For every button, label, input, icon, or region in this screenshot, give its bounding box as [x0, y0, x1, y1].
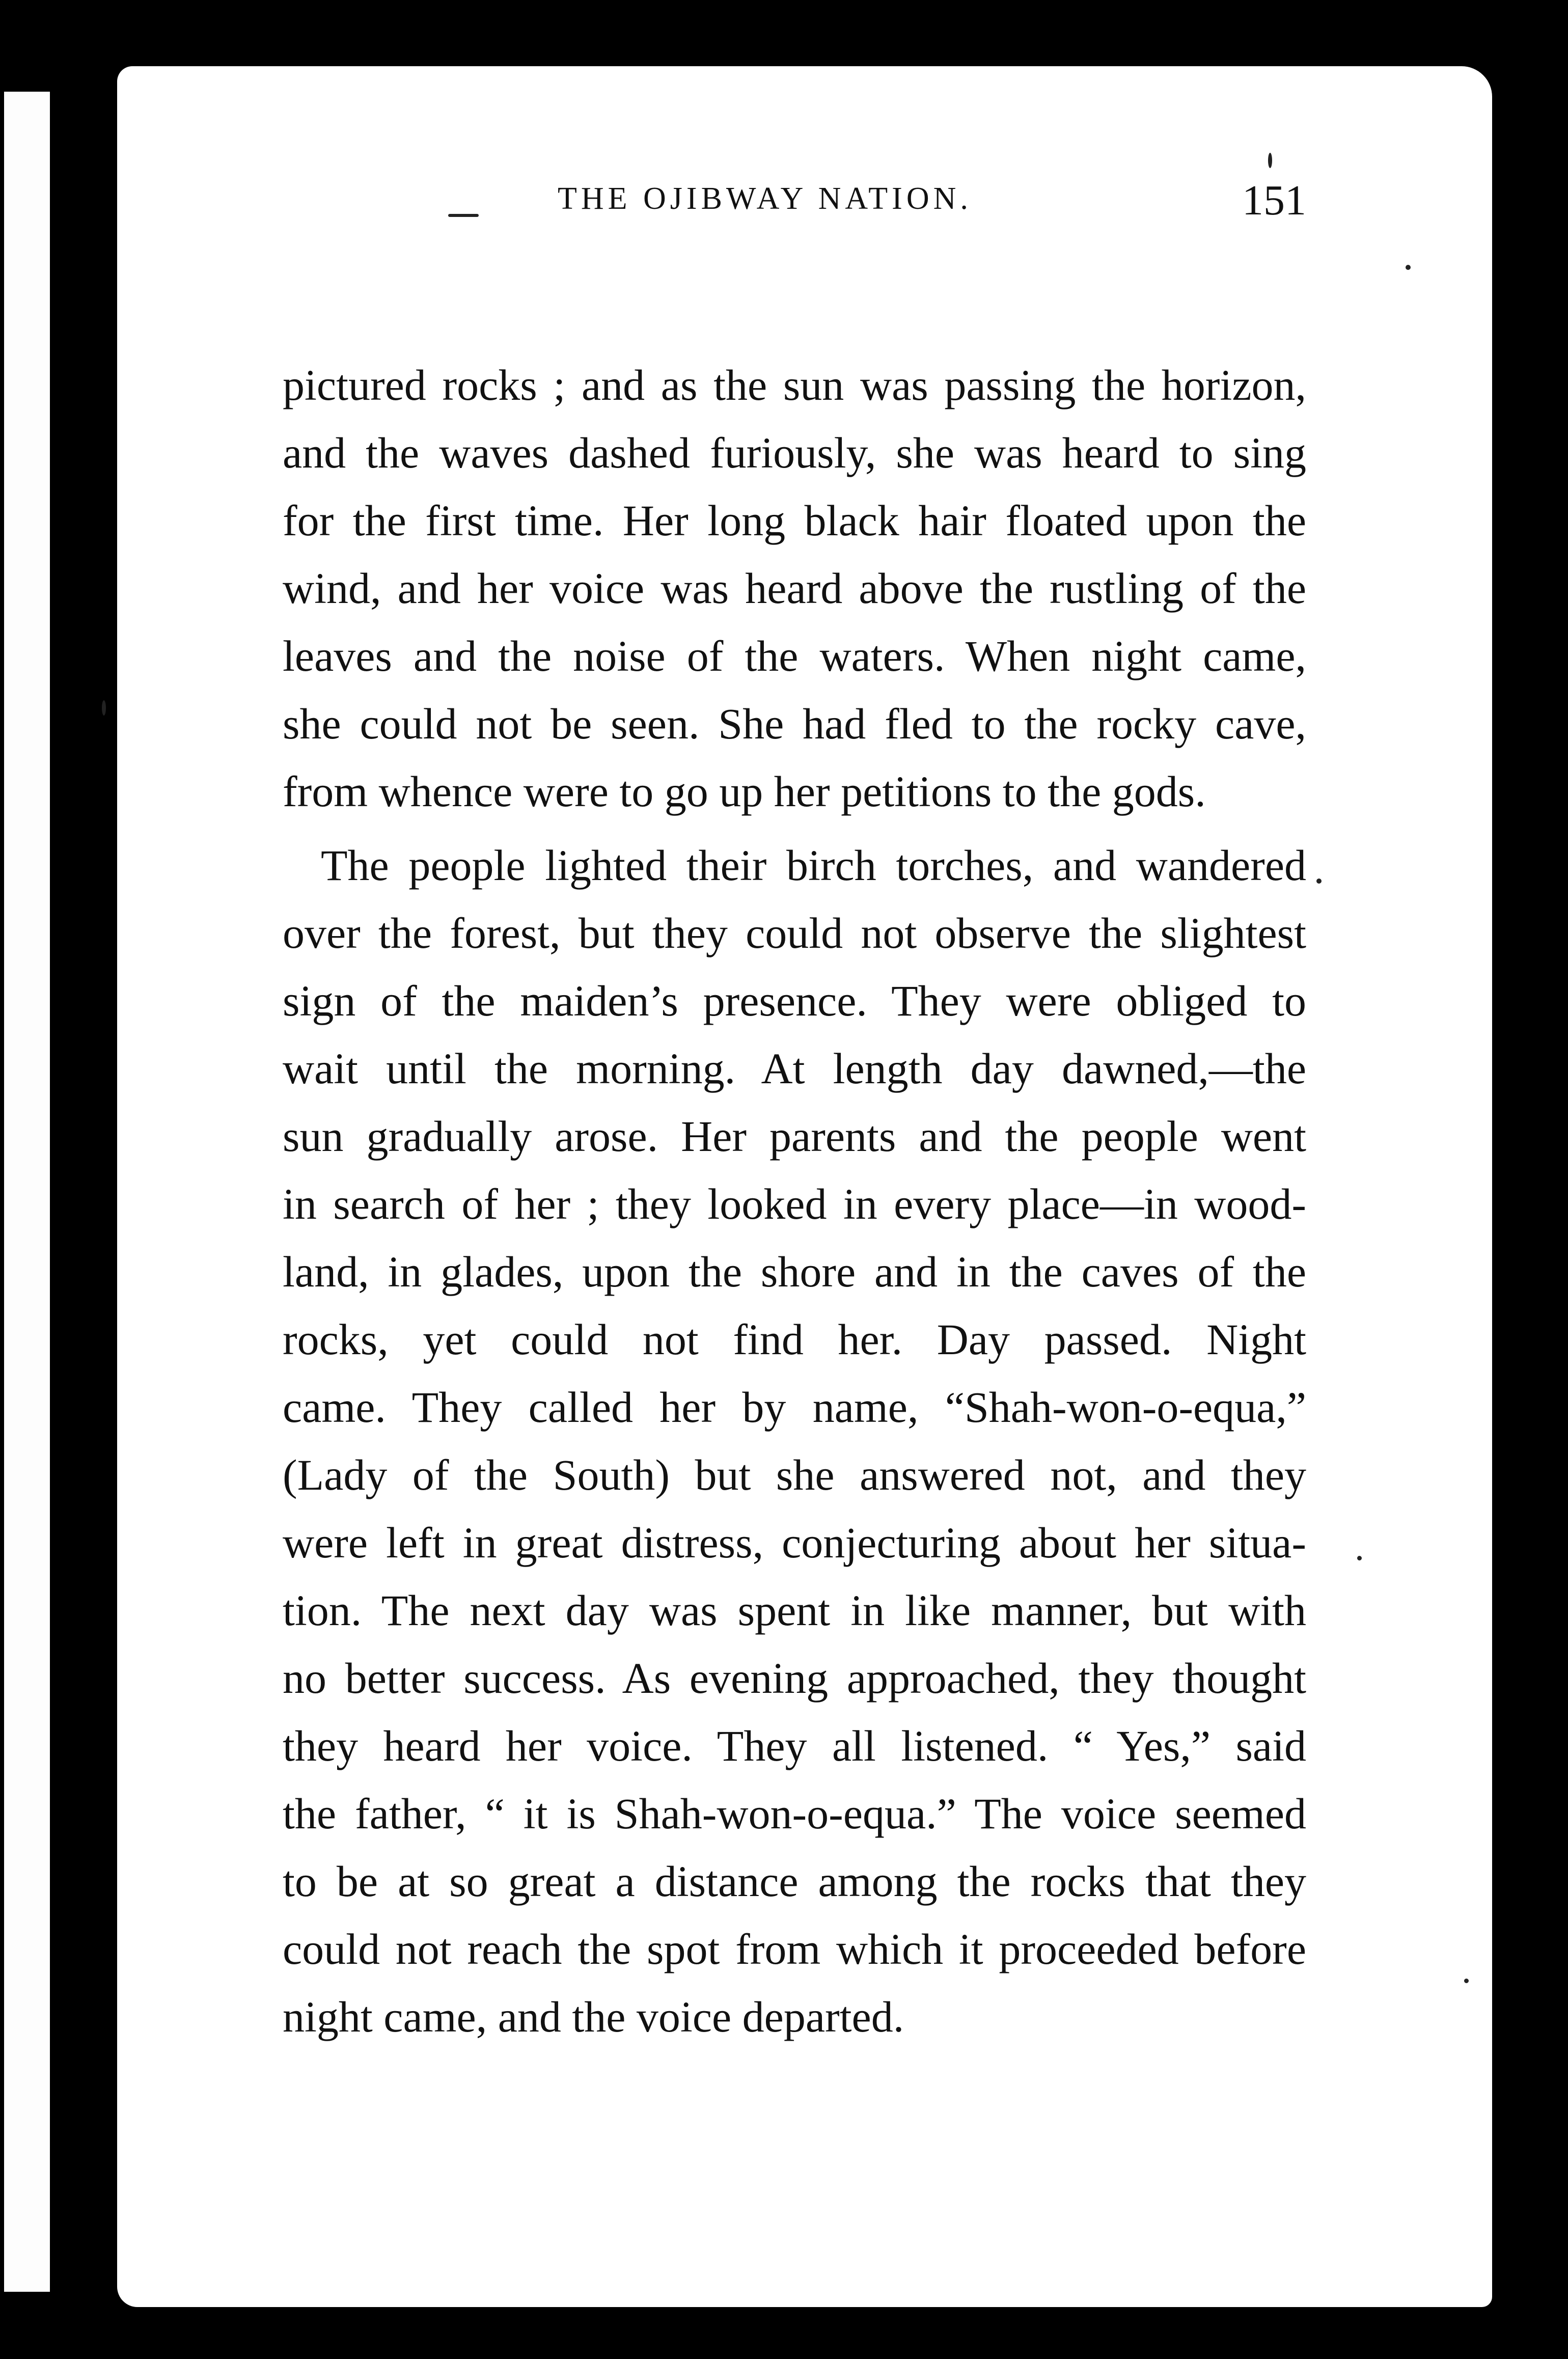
paragraph-1: [283, 351, 1306, 826]
text-line: and the waves dashed furiously, she was heard to sing: [283, 428, 1306, 477]
header-title: THE OJIBWAY NATION.: [558, 181, 972, 216]
scan-speck: [1406, 265, 1411, 270]
text-line: they heard her voice. They all listened. “ Yes,” said: [283, 1721, 1306, 1770]
text-line: tion. The next day was spent in like manner, but with: [283, 1586, 1306, 1635]
text-line: over the forest, but they could not observe the slightest: [283, 909, 1306, 957]
page-number: 151: [1242, 177, 1306, 224]
text-line: could not reach the spot from which it proceeded before: [283, 1925, 1306, 1973]
text-line: (Lady of the South) but she answered not, and they: [283, 1450, 1306, 1499]
text-line: were left in great distress, conjecturing about her situa-: [283, 1518, 1306, 1567]
text-line: pictured rocks ; and as the sun was passing the horizon,: [283, 361, 1306, 409]
scan-speck: [1464, 1979, 1469, 1983]
text-line: land, in glades, upon the shore and in the caves of the: [283, 1247, 1306, 1296]
text-line: no better success. As evening approached, they thought: [283, 1654, 1306, 1703]
text-line: from whence were to go up her petitions to the gods.: [283, 767, 1206, 816]
scan-speck: [448, 214, 479, 217]
scan-speck: [102, 700, 106, 716]
running-header: [283, 177, 1306, 237]
text-line: she could not be seen. She had fled to the rocky cave,: [283, 699, 1306, 748]
text-line: sign of the maiden’s presence. They were obliged to: [283, 976, 1306, 1025]
text-line: sun gradually arose. Her parents and the people went: [283, 1112, 1306, 1161]
scan-speck: [1357, 1556, 1362, 1560]
text-line: wind, and her voice was heard above the rustling of the: [283, 564, 1306, 613]
text-line: wait until the morning. At length day dawned,—the: [283, 1044, 1306, 1093]
text-line: for the first time. Her long black hair floated upon the: [283, 496, 1306, 545]
text-line: rocks, yet could not find her. Day passed. Night: [283, 1315, 1306, 1364]
scan-speck: [1316, 879, 1322, 884]
text-line: the father, “ it is Shah-won-o-equa.” The voice seemed: [283, 1789, 1306, 1838]
text-line: to be at so great a distance among the rocks that they: [283, 1857, 1306, 1906]
paragraph-2: [283, 832, 1306, 2051]
text-line: night came, and the voice departed.: [283, 1992, 904, 2041]
scan-speck: [1268, 153, 1272, 168]
text-line: The people lighted their birch torches, and wandered: [321, 841, 1306, 890]
adjacent-page-sliver: [4, 92, 50, 2292]
body-text: [283, 351, 1306, 2051]
scan-left-edge: [0, 0, 84, 2359]
text-line: leaves and the noise of the waters. When night came,: [283, 632, 1306, 680]
text-line: came. They called her by name, “Shah-won-o-equa,”: [283, 1383, 1306, 1432]
text-line: in search of her ; they looked in every place—in wood-: [283, 1180, 1306, 1228]
